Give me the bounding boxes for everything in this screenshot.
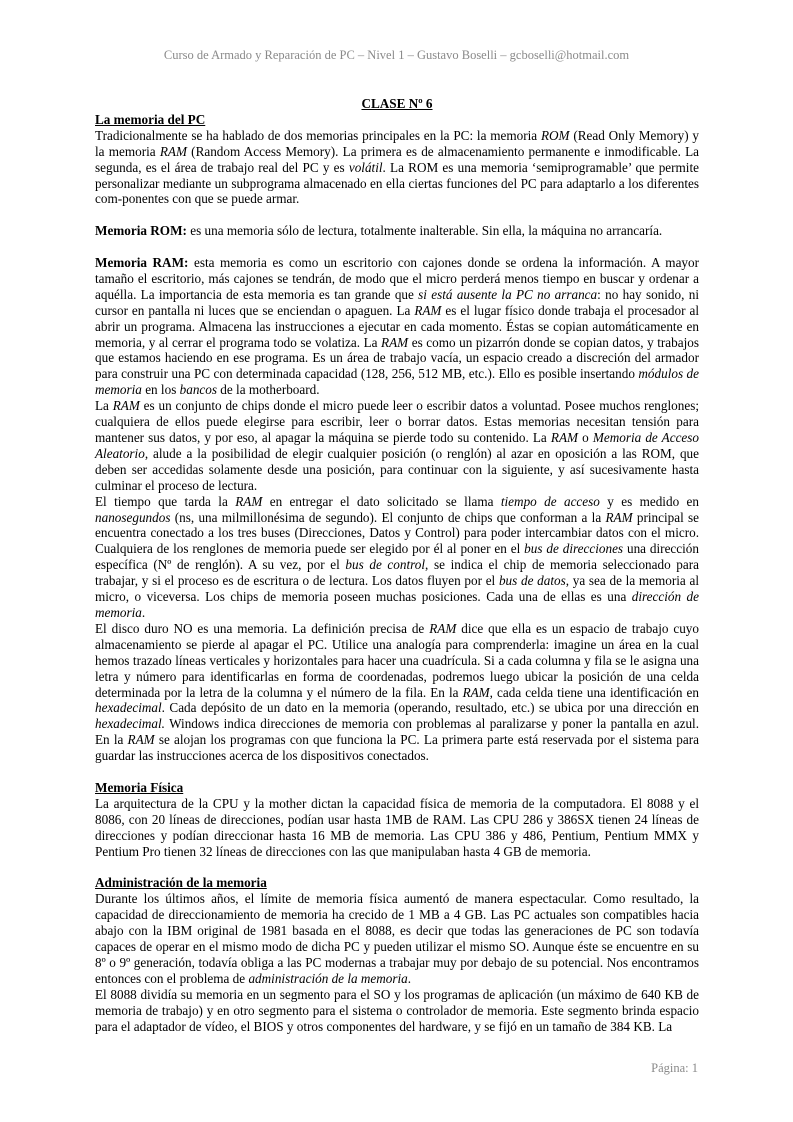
paragraph-disco-duro: El disco duro NO es una memoria. La definición precisa de RAM dice que ella es un espacio de trabajo cuyo almacenamiento se pierde al apagar el PC. Utilice una analogía para comprenderla: imagine un área en la cual hemos trazado líneas verticales y horizontales para hacer una cuadrícula. Si a cada columna y fila se le asigna una letra y número para identificarlas en forma de coordenadas, podremos luego ubicar la posición de una celda determinada por la letra de la columna y el número de la fila. En la RAM, cada celda tiene una identificación en hexadecimal. Cada depósito de un dato en la memoria (operando, resultado, etc.) se ubica por una dirección en hexadecimal. Windows indica direcciones de memoria con problemas al paralizarse y poner la pantalla en azul. En la RAM se alojan los programas con que funciona la PC. La primera parte está reservada por el sistema para guardar las instrucciones acerca de los dispositivos conectados. [95,620,699,764]
paragraph-intro: Tradicionalmente se ha hablado de dos memorias principales en la PC: la memoria ROM (Read Only Memory) y la memoria RAM (Random Access Memory). La primera es de almacenamiento permanente e inmodificable. La segunda, es el área de trabajo real del PC y es volátil. La ROM es una memoria ‘semiprogramable’ que permite personalizar mediante un subprograma almacenado en ella ciertas funciones del PC para adaptarlo a los diferentes com-ponentes con que se puede armar. [95,127,699,207]
paragraph-administracion: Durante los últimos años, el límite de memoria física aumentó de manera espectacular. Como resultado, la capacidad de direccionamiento de memoria ha crecido de 1 MB a 4 GB. Las PC actuales son compatibles hacia abajo con la IBM original de 1981 basada en el 8088, es decir que todas las generaciones de PC son todavía capaces de operar en el mismo modo de dicha PC y pueden utilizar el mismo SO. Aunque éste se encuentre en su 8º o 9º generación, todavía obliga a las PC modernas a trabajar muy por debajo de su potencial. Nos encontramos entonces con el problema de administración de la memoria. [95,891,699,986]
paragraph-rom: Memoria ROM: es una memoria sólo de lectura, totalmente inalterable. Sin ella, la máquina no arrancaría. [95,223,663,239]
paragraph-tiempo-acceso: El tiempo que tarda la RAM en entregar el dato solicitado se llama tiempo de acceso y es medido en nanosegundos (ns, una milmillonésima de segundo). El conjunto de chips que conforman a la RAM principal se encuentra conectado a los tres buses (Direcciones, Datos y Control) para poder intercambiar datos con el micro. Cualquiera de los renglones de memoria puede ser elegido por él al poner en el bus de direcciones una dirección específica (Nº de renglón). A su vez, por el bus de control, se indica el chip de memoria seleccionado para trabajar, y si el proceso es de escritura o de lectura. Los datos fluyen por el bus de datos, ya sea de la memoria al micro, o viceversa. Los chips de memoria poseen muchas posiciones. Cada una de ellas es una dirección de memoria. [95,493,700,620]
section-heading-memoria-fisica: Memoria Física [95,779,184,795]
paragraph-8088: El 8088 dividía su memoria en un segmento para el SO y los programas de aplicación (un máximo de 640 KB de memoria de trabajo) y en otro segmento para el sistema o controlador de memoria. Este segmento brinda espacio para el adaptador de vídeo, el BIOS y otros componentes del hardware, y se fijó en un tamaño de 384 KB. La [95,986,699,1034]
section-heading-memoria-pc: La memoria del PC [95,111,206,127]
paragraph-ram-chips: La RAM es un conjunto de chips donde el micro puede leer o escribir datos a voluntad. Posee muchos renglones; cualquiera de ellos puede elegirse para escribir, leer o borrar datos. Estas memorias necesitan tensión para mantener sus datos, y por eso, al apagar la máquina se pierde todo su contenido. La RAM o Memoria de Acceso Aleatorio, alude a la posibilidad de elegir cualquier posición (o renglón) al azar en oposición a las ROM, que deben ser accedidas solamente desde una posición, para continuar con la siguiente, y así sucesivamente hasta culminar el proceso de lectura. [95,398,700,493]
page-number: Página: 1 [651,1061,698,1075]
document-title: CLASE Nº 6 [361,96,433,111]
page-header: Curso de Armado y Reparación de PC – Nivel 1 – Gustavo Boselli – gcboselli@hotmail.com [163,48,630,62]
page-content [95,96,699,1034]
paragraph-ram: Memoria RAM: esta memoria es como un escritorio con cajones donde se ordena la información. A mayor tamaño el escritorio, más cajones se tendrán, de modo que el micro perderá menos tiempo en buscar y ordenar a aquélla. La importancia de esta memoria es tan grande que si está ausente la PC no arranca: no hay sonido, ni cursor en pantalla ni luces que se enciendan o apaguen. La RAM es el lugar físico donde trabaja el procesador al abrir un programa. Almacena las instrucciones a ejecutar en cada momento. Éstas se copian automáticamente en memoria, y al cerrar el programa todo se volatiza. La RAM es como un pizarrón donde se copian datos, y trabajos que estamos haciendo en ese programa. Es un área de trabajo vacía, un espacio creado a discreción del armador para construir una PC con determinada capacidad (128, 256, 512 MB, etc.). Ello es posible insertando módulos de memoria en los bancos de la motherboard. [95,255,700,398]
paragraph-memoria-fisica: La arquitectura de la CPU y la mother dictan la capacidad física de memoria de la computadora. El 8088 y el 8086, con 20 líneas de direcciones, podían usar hasta 1MB de RAM. Las CPU 286 y 386SX tienen 24 líneas de direcciones y podían direccionar hasta 16 MB de memoria. Las CPU 386 y 486, Pentium, Pentium MMX y Pentium Pro tienen 32 líneas de direcciones con las que manipulaban hasta 4 GB de memoria. [95,795,699,859]
section-heading-administracion: Administración de la memoria [95,875,267,891]
